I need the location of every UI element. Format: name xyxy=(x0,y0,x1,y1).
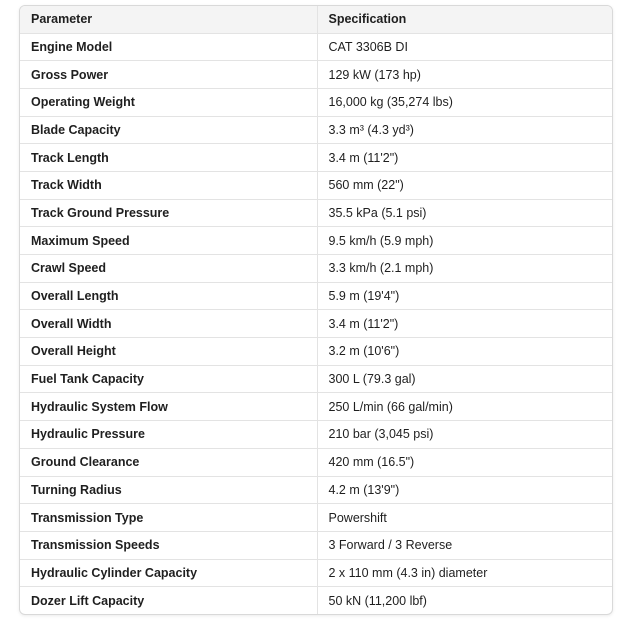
parameter-cell: Transmission Speeds xyxy=(20,531,317,559)
table-row xyxy=(20,476,612,504)
specification-cell: 3.3 km/h (2.1 mph) xyxy=(317,255,612,283)
parameter-cell: Ground Clearance xyxy=(20,448,317,476)
specification-cell: CAT 3306B DI xyxy=(317,33,612,61)
table-row xyxy=(20,421,612,449)
parameter-cell: Track Ground Pressure xyxy=(20,199,317,227)
specification-cell: 16,000 kg (35,274 lbs) xyxy=(317,88,612,116)
parameter-cell: Track Width xyxy=(20,171,317,199)
specification-cell: 35.5 kPa (5.1 psi) xyxy=(317,199,612,227)
specification-cell: 560 mm (22") xyxy=(317,171,612,199)
parameter-cell: Operating Weight xyxy=(20,88,317,116)
table-row xyxy=(20,116,612,144)
parameter-cell: Overall Length xyxy=(20,282,317,310)
parameter-cell: Hydraulic System Flow xyxy=(20,393,317,421)
specification-cell: 5.9 m (19'4") xyxy=(317,282,612,310)
spec-table-container xyxy=(19,5,613,615)
parameter-cell: Fuel Tank Capacity xyxy=(20,365,317,393)
table-row xyxy=(20,504,612,532)
table-row xyxy=(20,310,612,338)
specification-cell: 3.4 m (11'2") xyxy=(317,310,612,338)
parameter-cell: Overall Height xyxy=(20,338,317,366)
table-row xyxy=(20,531,612,559)
specification-cell: 129 kW (173 hp) xyxy=(317,61,612,89)
table-row xyxy=(20,365,612,393)
table-row xyxy=(20,144,612,172)
table-row xyxy=(20,559,612,587)
table-header-row xyxy=(20,6,612,33)
table-row xyxy=(20,33,612,61)
spec-table xyxy=(20,6,612,614)
specification-cell: 3.3 m³ (4.3 yd³) xyxy=(317,116,612,144)
specification-cell: 9.5 km/h (5.9 mph) xyxy=(317,227,612,255)
specification-cell: 50 kN (11,200 lbf) xyxy=(317,587,612,615)
specification-cell: 2 x 110 mm (4.3 in) diameter xyxy=(317,559,612,587)
table-row xyxy=(20,227,612,255)
parameter-cell: Crawl Speed xyxy=(20,255,317,283)
parameter-cell: Maximum Speed xyxy=(20,227,317,255)
specification-cell: 3.4 m (11'2") xyxy=(317,144,612,172)
table-row xyxy=(20,199,612,227)
parameter-cell: Dozer Lift Capacity xyxy=(31,593,145,608)
parameter-cell: Gross Power xyxy=(20,61,317,89)
specification-cell: 3.2 m (10'6") xyxy=(317,338,612,366)
parameter-cell: Engine Model xyxy=(20,33,317,61)
specification-cell: 4.2 m (13'9") xyxy=(317,476,612,504)
table-row xyxy=(20,88,612,116)
table-row xyxy=(20,393,612,421)
specification-cell: 420 mm (16.5") xyxy=(317,448,612,476)
header-parameter: Parameter xyxy=(20,6,317,33)
specification-cell: 250 L/min (66 gal/min) xyxy=(317,393,612,421)
specification-cell: Powershift xyxy=(317,504,612,532)
parameter-cell: Turning Radius xyxy=(20,476,317,504)
specification-cell: 3 Forward / 3 Reverse xyxy=(317,531,612,559)
table-row xyxy=(20,448,612,476)
parameter-cell: Hydraulic Pressure xyxy=(20,421,317,449)
header-specification: Specification xyxy=(317,6,612,33)
specification-cell: 210 bar (3,045 psi) xyxy=(317,421,612,449)
table-row xyxy=(20,255,612,283)
table-row xyxy=(20,171,612,199)
parameter-cell: Hydraulic Cylinder Capacity xyxy=(20,559,317,587)
table-row xyxy=(20,338,612,366)
table-row xyxy=(20,61,612,89)
table-row xyxy=(20,282,612,310)
parameter-cell: Blade Capacity xyxy=(20,116,317,144)
table-row xyxy=(20,587,612,615)
parameter-cell: Track Length xyxy=(20,144,317,172)
parameter-cell: Overall Width xyxy=(20,310,317,338)
parameter-cell: Transmission Type xyxy=(20,504,317,532)
specification-cell: 300 L (79.3 gal) xyxy=(317,365,612,393)
